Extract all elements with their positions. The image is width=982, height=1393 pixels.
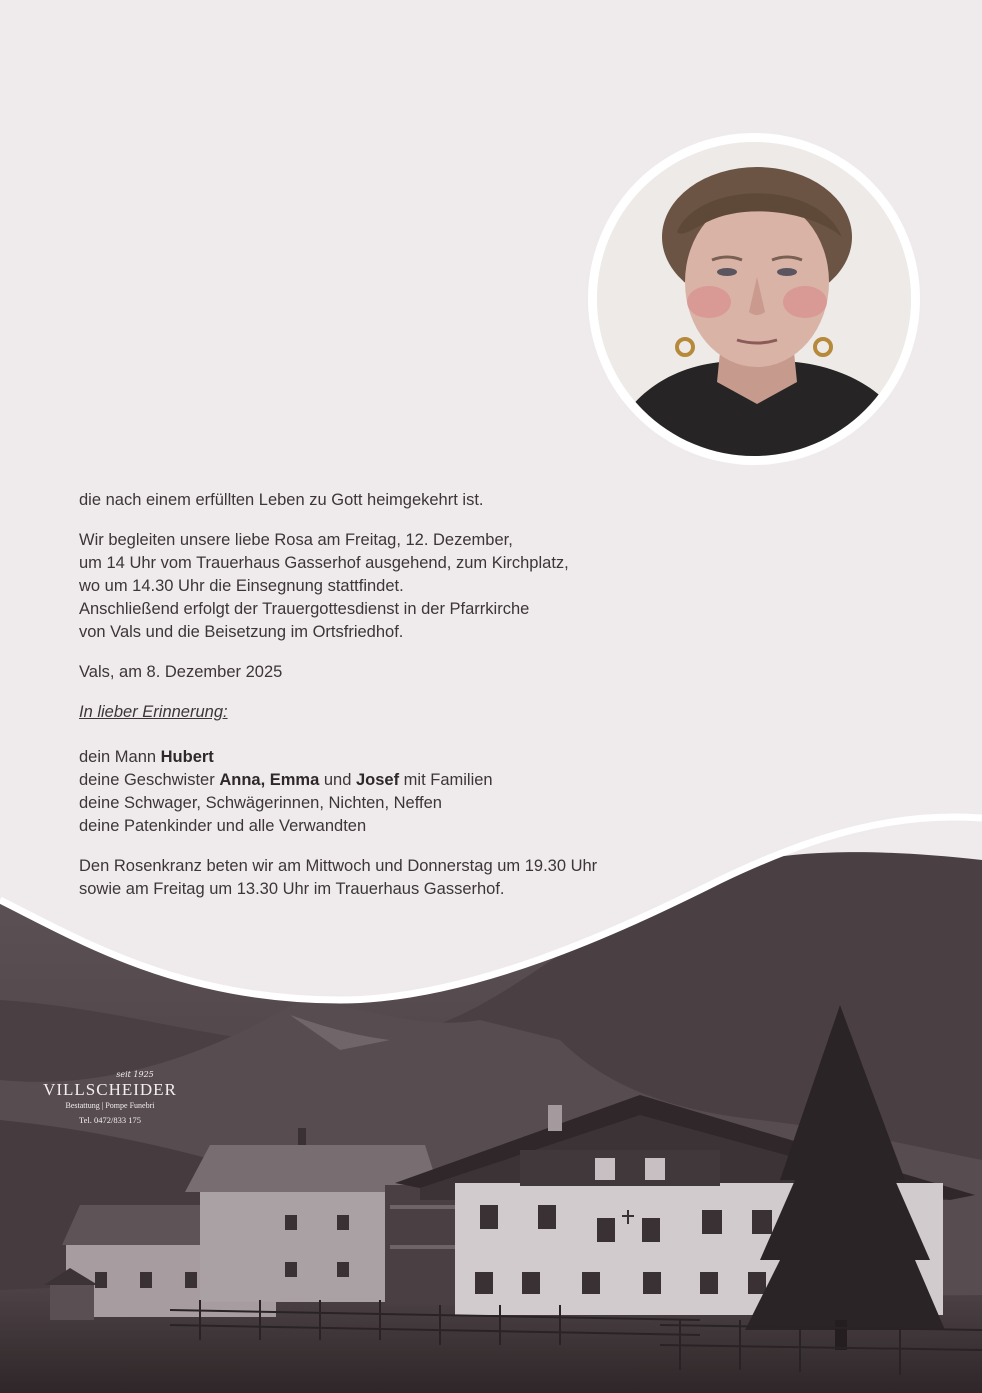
homecoming-text: die nach einem erfüllten Leben zu Gott heimgekehrt ist.: [79, 491, 484, 509]
funeral-line: wo um 14.30 Uhr die Einsegnung stattfindet.: [79, 577, 404, 595]
mourner-name: Hubert: [160, 748, 214, 766]
rosary-text: [79, 855, 679, 901]
mourner-name: Anna, Emma: [219, 771, 320, 789]
funeral-line: Anschließend erfolgt der Trauergottesdienst in der Pfarrkirche: [79, 600, 530, 618]
place-date: Vals, am 8. Dezember 2025: [79, 663, 283, 681]
funeral-home-logo: [40, 1070, 180, 1128]
logo-phone: Tel. 0472/833 175: [79, 1115, 141, 1125]
funeral-line: um 14 Uhr vom Trauerhaus Gasserhof ausgehend, zum Kirchplatz,: [79, 554, 569, 572]
mourner-line: deine Schwager, Schwägerinnen, Nichten, Neffen: [79, 794, 442, 812]
logo-brand: VILLSCHEIDER: [43, 1080, 177, 1099]
portrait-photo: [597, 142, 911, 456]
funeral-line: Wir begleiten unsere liebe Rosa am Freitag, 12. Dezember,: [79, 531, 513, 549]
rosary-line: sowie am Freitag um 13.30 Uhr im Trauerhaus Gasserhof.: [79, 880, 505, 898]
mourner-text: deine Geschwister: [79, 771, 220, 789]
mourner-line: [79, 769, 679, 792]
mourner-text: mit Familien: [399, 771, 493, 789]
logo-services: Bestattung | Pompe Funebri: [65, 1101, 155, 1110]
funeral-details: [79, 529, 679, 644]
mourners-list: [79, 746, 679, 838]
mourner-text: und: [319, 771, 356, 789]
remembrance-heading: In lieber Erinnerung:: [79, 703, 228, 721]
funeral-line: von Vals und die Beisetzung im Ortsfriedhof.: [79, 623, 404, 641]
logo-since: seit 1925: [116, 1070, 154, 1079]
mourner-line: [79, 746, 679, 769]
portrait-image: [597, 142, 911, 456]
mourner-line: deine Patenkinder und alle Verwandten: [79, 817, 367, 835]
obituary-body: [79, 489, 679, 901]
mourner-name: Josef: [355, 771, 400, 789]
rosary-line: Den Rosenkranz beten wir am Mittwoch und Donnerstag um 19.30 Uhr: [79, 857, 598, 875]
mourner-text: dein Mann: [79, 748, 161, 766]
portrait-photo-frame: [588, 133, 920, 465]
